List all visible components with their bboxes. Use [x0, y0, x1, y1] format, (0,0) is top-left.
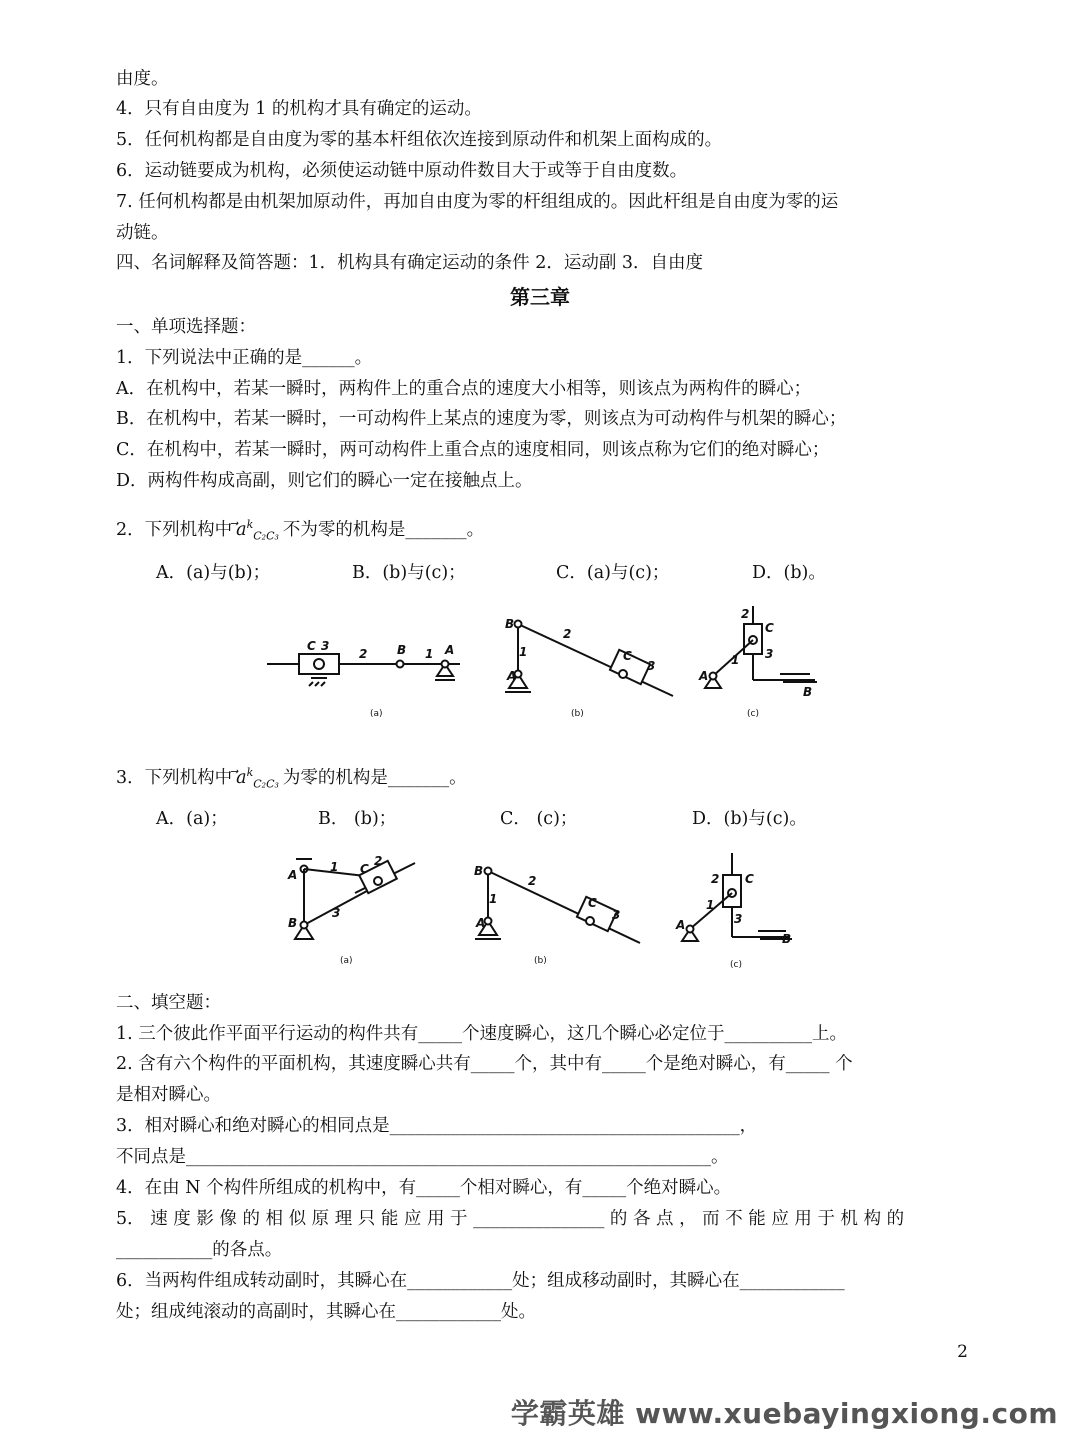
- svg-text:A: A: [445, 643, 455, 657]
- section-heading: 一、单项选择题：: [116, 317, 256, 337]
- svg-text:2: 2: [528, 874, 537, 888]
- text-line: 5．任何机构都是自由度为零的基本杆组依次连接到原动件和机架上面构成的。: [116, 130, 723, 150]
- svg-text:1: 1: [330, 860, 339, 874]
- svg-text:(b): (b): [534, 956, 547, 966]
- q3-suffix: 为零的机构是_______。: [282, 767, 467, 788]
- svg-text:3: 3: [321, 639, 330, 653]
- q3-prefix: 3．下列机构中: [116, 767, 233, 788]
- svg-text:3: 3: [765, 647, 774, 661]
- q2-suffix: 不为零的机构是_______。: [282, 519, 485, 540]
- fill-question-4: 4．在由 N 个构件所组成的机构中，有_____个相对瞬心，有_____个绝对瞬心。: [116, 1178, 732, 1198]
- watermark: 学霸英雄 www.xuebayingxiong.com: [510, 1397, 1058, 1430]
- option-b: B．在机构中，若某一瞬时，一可动构件上某点的速度为零，则该点为可动构件与机架的瞬心；: [116, 409, 847, 429]
- fill-question-3-cont: 不同点是____________________________________________________________。: [116, 1147, 729, 1167]
- relative-acceleration-symbol: $a^k_{C_2C_3}$: [236, 518, 279, 543]
- svg-text:C: C: [307, 639, 316, 653]
- svg-text:3: 3: [612, 908, 621, 922]
- q2-option-d: D．(b)。: [752, 563, 826, 583]
- svg-text:A: A: [699, 669, 709, 683]
- fill-question-6: 6．当两构件组成转动副时，其瞬心在____________处；组成移动副时，其瞬心在____________: [116, 1271, 845, 1291]
- relative-acceleration-symbol: $a^k_{C_2C_3}$: [236, 766, 279, 791]
- svg-text:A: A: [676, 918, 686, 932]
- option-d: D．两构件构成高副，则它们的瞬心一定在接触点上。: [116, 471, 533, 491]
- option-a: A．在机构中，若某一瞬时，两构件上的重合点的速度大小相等，则该点为两构件的瞬心；: [116, 379, 812, 399]
- option-c: C．在机构中，若某一瞬时，两可动构件上重合点的速度相同，则该点称为它们的绝对瞬心；: [116, 440, 830, 460]
- svg-text:A: A: [507, 669, 517, 683]
- fill-question-2-cont: 是相对瞬心。: [116, 1085, 221, 1105]
- svg-text:B: B: [782, 932, 792, 946]
- text-line: 7. 任何机构都是由机架加原动件，再加自由度为零的杆组组成的。因此杆组是自由度为零的运: [116, 192, 839, 212]
- svg-text:C: C: [588, 896, 597, 910]
- q3-option-d: D．(b)与(c)。: [692, 809, 807, 829]
- q2-prefix: 2．下列机构中: [116, 519, 233, 540]
- q2-option-b: B．(b)与(c)；: [352, 563, 466, 583]
- svg-text:A: A: [288, 868, 298, 882]
- svg-text:(b): (b): [571, 709, 584, 719]
- q2-option-c: C．(a)与(c)；: [556, 563, 670, 583]
- svg-text:(c): (c): [747, 709, 759, 719]
- fill-question-2: 2. 含有六个构件的平面机构，其速度瞬心共有_____个，其中有_____个是绝对瞬心，有_____ 个: [116, 1054, 853, 1074]
- fill-question-5: 5． 速 度 影 像 的 相 似 原 理 只 能 应 用 于 _______________ 的 各 点 ， 而 不 能 应 用 于 机 构 的: [116, 1209, 905, 1229]
- q3-option-c: C． (c)；: [500, 809, 578, 829]
- svg-text:2: 2: [741, 607, 750, 621]
- q2-option-a: A．(a)与(b)；: [156, 563, 271, 583]
- question-2: [116, 512, 484, 549]
- section-heading: 二、填空题：: [116, 993, 221, 1013]
- q3-option-b: B． (b)；: [318, 809, 397, 829]
- fill-question-3: 3．相对瞬心和绝对瞬心的相同点是________________________________________，: [116, 1116, 758, 1136]
- text-line: 四、名词解释及简答题：1．机构具有确定运动的条件 2．运动副 3．自由度: [116, 253, 704, 273]
- svg-text:2: 2: [563, 627, 572, 641]
- svg-text:B: B: [803, 685, 813, 699]
- svg-text:B: B: [474, 864, 484, 878]
- text-line: 由度。: [116, 69, 169, 89]
- page-number: 2: [957, 1342, 968, 1362]
- svg-text:1: 1: [706, 898, 715, 912]
- svg-text:1: 1: [425, 647, 434, 661]
- text-line: 6．运动链要成为机构，必须使运动链中原动件数目大于或等于自由度数。: [116, 161, 688, 181]
- text-line: 动链。: [116, 223, 169, 243]
- svg-text:3: 3: [647, 659, 656, 673]
- svg-text:C: C: [765, 621, 774, 635]
- svg-text:2: 2: [359, 647, 368, 661]
- svg-text:3: 3: [734, 912, 743, 926]
- q3-option-a: A．(a)；: [156, 809, 228, 829]
- svg-text:2: 2: [711, 872, 720, 886]
- svg-text:C: C: [623, 649, 632, 663]
- svg-text:(c): (c): [730, 960, 742, 970]
- svg-text:B: B: [397, 643, 407, 657]
- svg-text:1: 1: [489, 892, 498, 906]
- svg-text:C: C: [745, 872, 754, 886]
- question-stem: 1．下列说法中正确的是______。: [116, 348, 373, 368]
- mechanism-figure-set-2: [270, 845, 830, 975]
- svg-text:B: B: [288, 916, 298, 930]
- fill-question-1: 1. 三个彼此作平面平行运动的构件共有_____个速度瞬心，这几个瞬心必定位于__________上。: [116, 1024, 848, 1044]
- svg-text:1: 1: [519, 645, 528, 659]
- svg-text:B: B: [505, 617, 515, 631]
- text-line: 4．只有自由度为 1 的机构才具有确定的运动。: [116, 99, 482, 119]
- fill-question-5-cont: ___________的各点。: [116, 1240, 283, 1260]
- question-3: [116, 760, 467, 797]
- chapter-title: 第三章: [510, 285, 570, 309]
- svg-text:(a): (a): [340, 956, 353, 966]
- fill-question-6-cont: 处；组成纯滚动的高副时，其瞬心在____________处。: [116, 1302, 536, 1322]
- svg-text:3: 3: [332, 906, 341, 920]
- svg-text:A: A: [476, 916, 486, 930]
- svg-text:2: 2: [374, 854, 383, 868]
- svg-text:(a): (a): [370, 709, 383, 719]
- svg-text:C: C: [360, 862, 369, 876]
- svg-text:1: 1: [731, 653, 740, 667]
- mechanism-figure-set-1: [255, 600, 835, 730]
